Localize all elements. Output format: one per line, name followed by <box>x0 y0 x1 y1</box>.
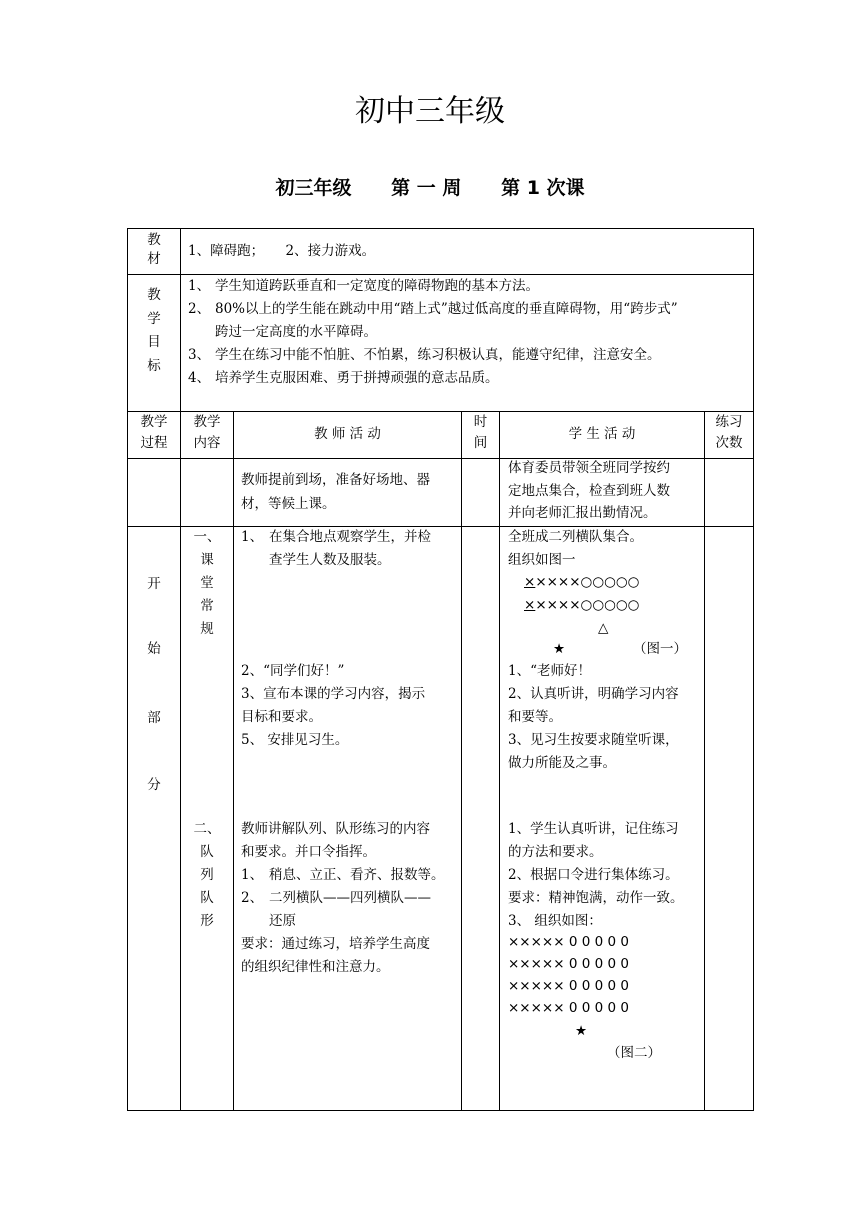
formation-row: ×××××○○○○○ <box>524 574 640 590</box>
section-label-char: 开 <box>147 576 161 592</box>
part1-teacher-steps: 2、“同学们好！” 3、宣布本课的学习内容，揭示 目标和要求。 5、 安排见习生。 <box>241 663 426 748</box>
part2-label: 二、 队 列 队 形 <box>193 821 221 929</box>
part1-student-intro: 全班成二列横队集合。 组织如图一 <box>508 529 643 568</box>
formation-row: ××××× 0 0 0 0 0 <box>508 934 629 950</box>
formation-row: ××××× 0 0 0 0 0 <box>508 956 629 972</box>
figure-caption: （图一） <box>633 641 687 657</box>
part1-teacher-item: 在集合地点观察学生，并检 <box>269 529 431 545</box>
formation-row: ××××× 0 0 0 0 0 <box>508 978 629 994</box>
objective-item: 学生在练习中能不怕脏、不怕累，练习积极认真，能遵守纪律，注意安全。 <box>215 347 661 363</box>
part1-label: 一、 课 堂 常 规 <box>193 529 221 637</box>
section-label-char: 分 <box>147 777 161 793</box>
objective-item-cont: 跨过一定高度的水平障碍。 <box>215 324 377 340</box>
objective-num: 4、 <box>188 370 211 386</box>
star-icon: ★ <box>575 1023 588 1039</box>
formation-row: ××××× 0 0 0 0 0 <box>508 1000 629 1016</box>
col-divider <box>233 411 234 1110</box>
header-time: 时 间 <box>473 414 488 451</box>
figure-caption: （图二） <box>607 1045 661 1061</box>
header-content: 教学 内容 <box>193 414 221 451</box>
objective-item: 学生知道跨跃垂直和一定宽度的障碍物跑的基本方法。 <box>215 278 539 294</box>
header-student-activity: 学 生 活 动 <box>568 426 636 442</box>
header-reps: 练习 次数 <box>715 414 743 451</box>
document-title: 初中三年级 <box>355 94 505 129</box>
formation-row: ×××××○○○○○ <box>524 597 640 613</box>
col-divider <box>180 229 181 1110</box>
part1-student-responses: 1、“老师好！ 2、认真听讲，明确学习内容 和要等。 3、见习生按要求随堂听课， 做力所能及之事。 <box>508 663 679 771</box>
part2-student-activity: 1、学生认真听讲，记住练习 的方法和要求。 2、根据口令进行集体练习。 要求：精神饱满，动作一致。 3、 组织如图： <box>508 821 684 929</box>
materials-label: 教材 <box>147 232 161 267</box>
triangle-icon: △ <box>598 620 609 636</box>
star-icon: ★ <box>553 641 566 657</box>
objective-num: 3、 <box>188 347 211 363</box>
section-label-char: 始 <box>147 641 161 657</box>
prep-teacher-activity: 教师提前到场，准备好场地、器 材，等候上课。 <box>241 472 430 512</box>
objective-item: 培养学生克服困难、勇于拼搏顽强的意志品质。 <box>215 370 499 386</box>
col-divider <box>461 411 462 1110</box>
objective-num: 2、 <box>188 301 211 317</box>
objective-item: 80%以上的学生能在跳动中用“踏上式”越过低高度的垂直障碍物，用“跨步式” <box>215 301 678 317</box>
materials-content: 1、障碍跑； 2、接力游戏。 <box>188 243 376 259</box>
header-teacher-activity: 教 师 活 动 <box>314 426 381 442</box>
col-divider <box>499 411 500 1110</box>
part1-teacher-item-cont: 查学生人数及服装。 <box>269 552 391 568</box>
section-label-char: 部 <box>147 710 161 726</box>
lesson-plan-table: 教材 1、障碍跑； 2、接力游戏。 教 学 目 标 1、 学生知道跨跃垂直和一定宽度的障碍物跑的基本方法。 2、 80%以上的学生能在跳动中用“踏上式”越过低高度的垂直障碍物，用“跨步式” 跨过一定高度的水平障碍。 3、 学生在练习中能不怕脏、不怕累，练习积极认真，能遵守纪律，注意安全。 4、 培养学生克服困难、勇于拼搏顽强的意志品质。 教学 过程 教学 内容 教 师 活 动 时 间 学 生 活 动 练习 次数 教师提前到场，准备好场地、器 材，等候上课。 体育委员带领全班同学按约 定地点集合，检查到班人数 并向老师汇报出勤情况。 开 始 部 分 一、 课 堂 常 规 1、 在集合地点观察学生，并检 查学生人数及服装。 2、“同学们好！” 3、宣布本课的学习内容，揭示 目标和要求。 5、 安排见习生。 全班成二列横队集合。 组织如图一 ×××××○○○○○ ×××××○○○○○ △ ★ （图一） 1、“老师好！ 2、认真听讲，明确学习内容 和要等。 3、见习生按要求随堂听课， 做力所能及之事。 二、 队 列 队 形 教师讲解队列、队形练习的内容 和要求。并口令指挥。 1、 稍息、立正、看齐、报数等。 2、 二列横队——四列横队—— 还原 要求：通过练习，培养学生高度 的组织纪律性和注意力。 1、学生认真听讲，记住练习 的方法和要求。 2、根据口令进行集体练习。 要求：精神饱满，动作一致。 3、 组织如图： ××××× 0 0 0 0 0 ××××× 0 0 0 0 0 ××××× 0 0 0 0 0 ××××× 0 0 0 0 0 ★ （图二） <box>127 228 754 1111</box>
objective-num: 1、 <box>188 278 211 294</box>
col-divider <box>704 411 705 1110</box>
objectives-label: 教 学 目 标 <box>147 287 161 374</box>
lesson-header: 初三年级 第 一 周 第 1 次课 <box>275 177 585 199</box>
prep-student-activity: 体育委员带领全班同学按约 定地点集合，检查到班人数 并向老师汇报出勤情况。 <box>508 460 670 521</box>
header-process: 教学 过程 <box>140 414 168 451</box>
part1-teacher-num: 1、 <box>241 529 264 545</box>
